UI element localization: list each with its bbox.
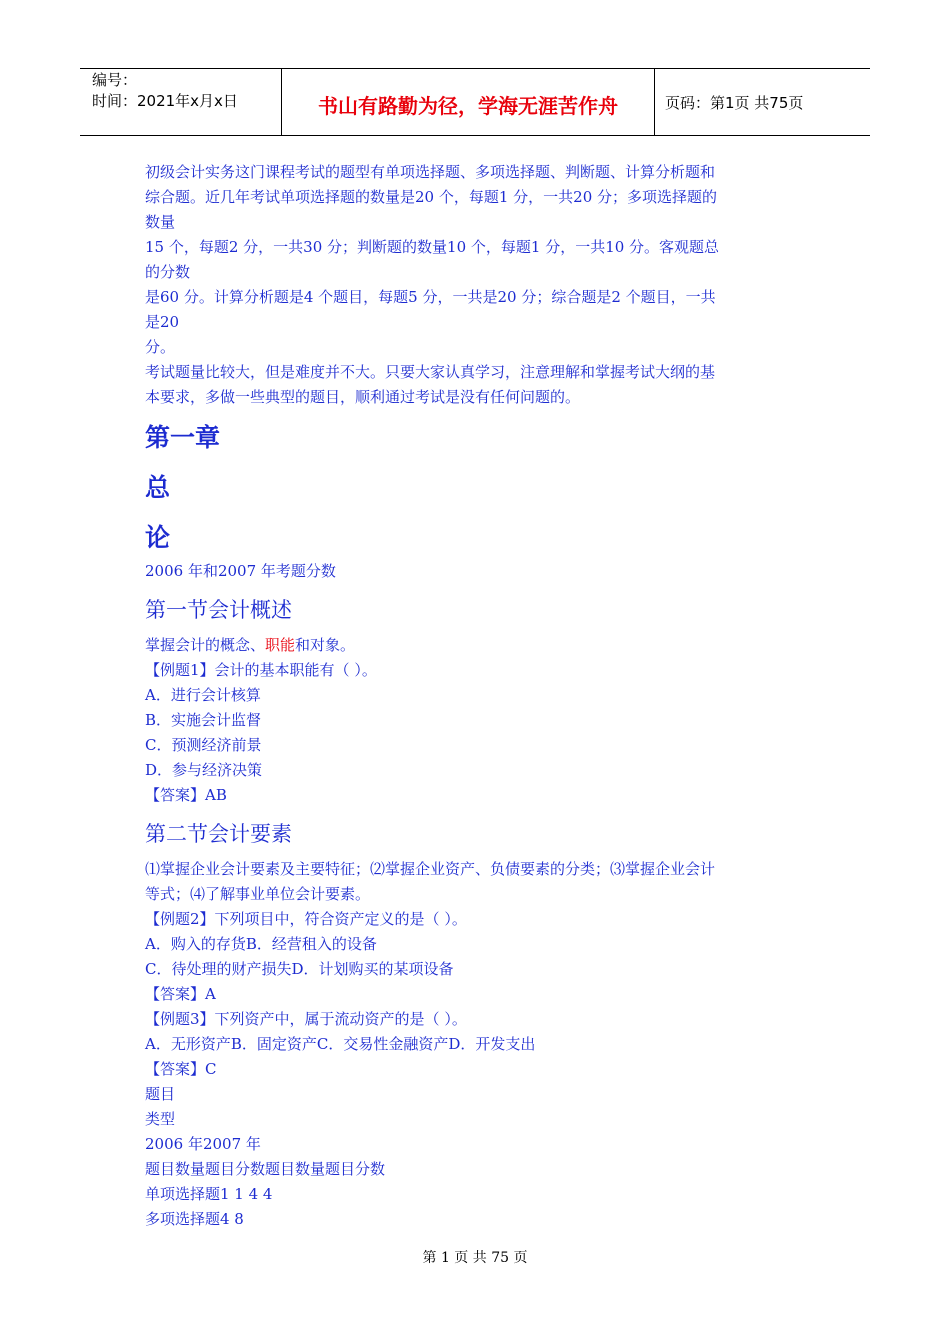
table-header-2: 类型 (145, 1110, 176, 1128)
header-page-info: 页码：第1页 共75页 (665, 94, 804, 112)
example1-question: 【例题1】会计的基本职能有（ ）。 (145, 661, 377, 679)
code-label: 编号： (92, 71, 138, 89)
example2-options-cd: C．待处理的财产损失D．计划购买的某项设备 (145, 960, 454, 978)
intro-line: 初级会计实务这门课程考试的题型有单项选择题、多项选择题、判断题、计算分析题和 (145, 163, 716, 181)
header-motto: 书山有路勤为径，学海无涯苦作舟 (318, 94, 618, 118)
section2-req-line2: 等式；⑷了解事业单位会计要素。 (145, 885, 371, 903)
section1-intro: 掌握会计的概念、职能和对象。 (145, 636, 356, 654)
chapter-heading: 第一章 (145, 423, 221, 452)
section1-title: 第一节会计概述 (145, 598, 292, 622)
highlight-term: 职能 (265, 636, 296, 654)
example2-options-ab: A．购入的存货B．经营租入的设备 (145, 935, 377, 953)
time-label: 时间：2021年x月x日 (92, 92, 238, 110)
score-title: 2006 年和2007 年考题分数 (145, 562, 336, 580)
example1-option-b: B．实施会计监督 (145, 711, 262, 729)
page-footer: 第 1 页 共 75 页 (422, 1250, 528, 1266)
section2-req-line1: ⑴掌握企业会计要素及主要特征；⑵掌握企业资产、负债要素的分类；⑶掌握企业会计 (145, 860, 716, 878)
table-header-1: 题目 (145, 1085, 176, 1103)
section2-title: 第二节会计要素 (145, 822, 292, 846)
table-years: 2006 年2007 年 (145, 1135, 261, 1153)
table-row-single-choice: 单项选择题1 1 4 4 (145, 1185, 273, 1203)
example1-option-a: A．进行会计核算 (145, 686, 261, 704)
intro-line: 的分数 (145, 263, 191, 281)
example1-option-c: C．预测经济前景 (145, 736, 262, 754)
header-top-rule (80, 68, 870, 69)
intro-line: 综合题。近几年考试单项选择题的数量是20 个，每题1 分，一共20 分；多项选择题的 (145, 188, 718, 206)
example2-answer: 【答案】A (145, 985, 216, 1003)
header-divider-right (654, 68, 655, 136)
example3-answer: 【答案】C (145, 1060, 217, 1078)
example2-question: 【例题2】下列项目中，符合资产定义的是（ ）。 (145, 910, 467, 928)
intro-line: 是60 分。计算分析题是4 个题目，每题5 分，一共是20 分；综合题是2 个题目，一共 (145, 288, 716, 306)
intro-line: 分。 (145, 338, 176, 356)
header-meta (92, 70, 238, 112)
example3-question: 【例题3】下列资产中，属于流动资产的是（ ）。 (145, 1010, 467, 1028)
intro-line: 数量 (145, 213, 176, 231)
intro-paragraph (145, 160, 815, 410)
table-columns: 题目数量题目分数题目数量题目分数 (145, 1160, 386, 1178)
chapter-title-part1: 总 (145, 473, 171, 502)
intro-line: 15 个，每题2 分，一共30 分；判断题的数量10 个，每题1 分，一共10 分。客观题总 (145, 238, 720, 256)
intro-line: 是20 (145, 313, 180, 331)
chapter-title-part2: 论 (145, 523, 171, 552)
example1-option-d: D．参与经济决策 (145, 761, 263, 779)
intro-line: 本要求，多做一些典型的题目，顺利通过考试是没有任何问题的。 (145, 388, 581, 406)
header-bottom-rule (80, 135, 870, 136)
example1-answer: 【答案】AB (145, 786, 227, 804)
table-row-multi-choice: 多项选择题4 8 (145, 1210, 244, 1228)
intro-line: 考试题量比较大，但是难度并不大。只要大家认真学习，注意理解和掌握考试大纲的基 (145, 363, 716, 381)
example3-options: A．无形资产B．固定资产C．交易性金融资产D．开发支出 (145, 1035, 536, 1053)
